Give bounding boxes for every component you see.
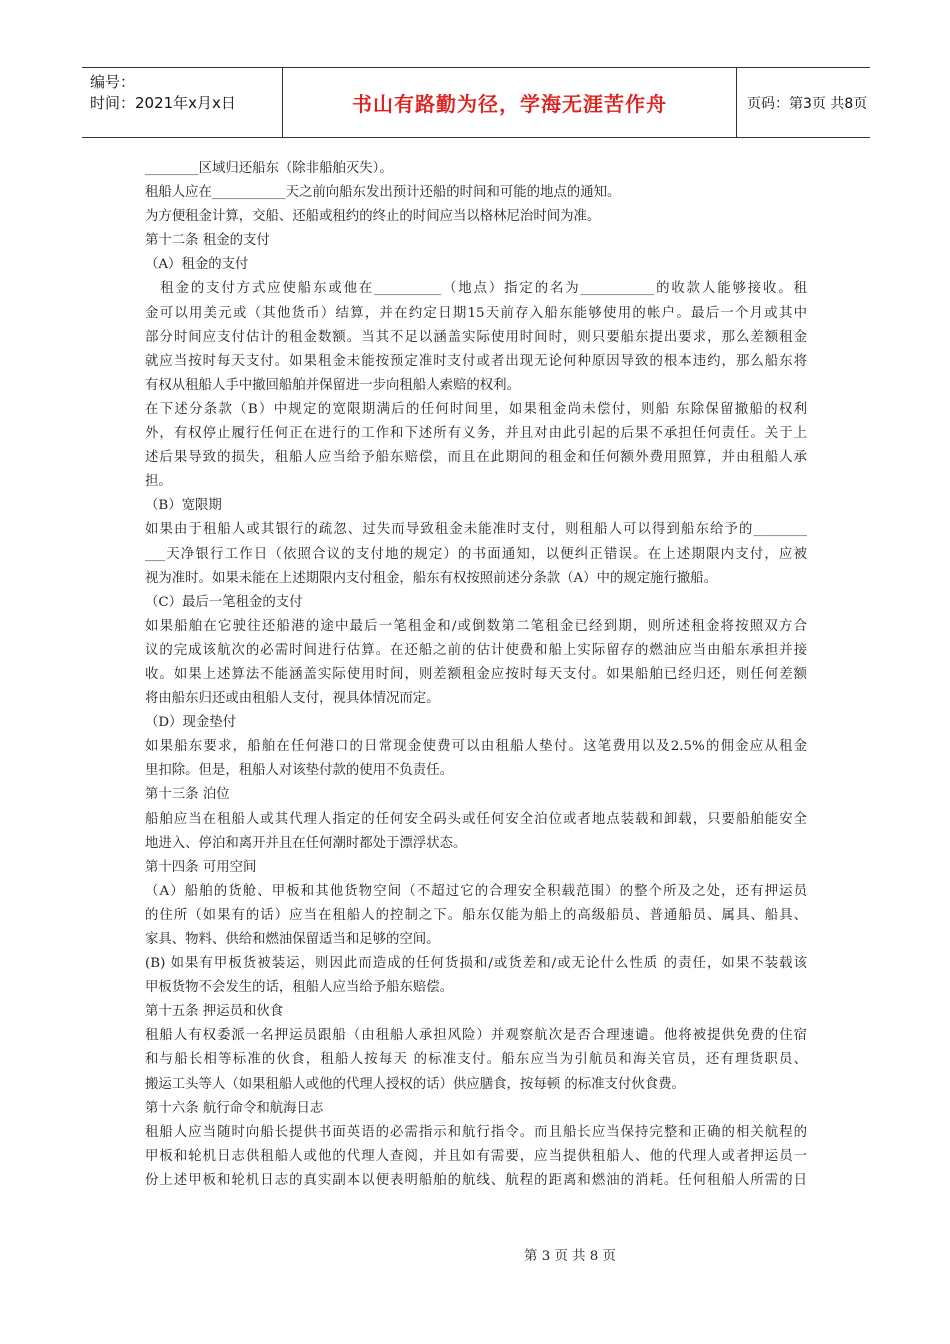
text-line: 在下述分条款（B）中规定的宽限期满后的任何时间里，如果租金尚未偿付，则船 东除保留撤船的权利 [145, 401, 807, 417]
text-line: 家具、物料、供给和燃油保留适当和足够的空间。 [145, 932, 440, 947]
header-page-cell [737, 68, 870, 137]
text-line: 第十五条 押运员和伙食 [145, 1004, 284, 1020]
text-line: 租船人有权委派一名押运员跟船（由租船人承担风险）并观察航次是否合理速谴。他将被提供免费的住宿 [145, 1028, 807, 1044]
text-line: 第十二条 租金的支付 [145, 233, 270, 249]
header-meta [82, 68, 282, 137]
text-line: 租船人应在___________天之前向船东发出预计还船的时间和可能的地点的通知。 [145, 185, 621, 201]
text-line: ___天净银行工作日（依照合议的支付地的规定）的书面通知，以便纠正错误。在上述期限内支付，应被 [145, 546, 807, 562]
text-line: 甲板货物不会发生的话，租船人应当给予船东赔偿。 [145, 980, 453, 996]
text-line: 地进入、停泊和离开并且在任何潮时都处于漂浮状态。 [145, 835, 467, 851]
text-line: （D）现金垫付 [145, 715, 237, 731]
motto-text: 书山有路勤为径，学海无涯苦作舟 [352, 92, 667, 116]
text-line: 如果由于租船人或其银行的疏忽、过失而导致租金未能准时支付，则租船人可以得到船东给予的________ [145, 522, 807, 538]
page-label: 页码：第3页 共8页 [747, 95, 868, 112]
text-line: 如果船东要求，船舶在任何港口的日常现金使费可以由租船人垫付。这笔费用以及2.5%的佣金应从租金 [145, 739, 807, 755]
text-line: （A）租金的支付 [145, 257, 249, 273]
text-line: 外，有权停止履行任何正在进行的工作和下述所有义务，并且对由此引起的后果不承担任何责任。关于上 [145, 426, 807, 442]
text-line: 将由船东归还或由租船人支付，视具体情况而定。 [145, 691, 440, 707]
text-line: 收。如果上述算法不能涵盖实际使用时间，则差额租金应按时每天支付。如果船舶已经归还，则任何差额 [145, 666, 807, 682]
time-label: 时间：2021年x月x日 [90, 94, 236, 112]
text-line: ________区域归还船东（除非船舶灭失）。 [145, 161, 393, 176]
text-line: （A）船舶的货舱、甲板和其他货物空间（不超过它的合理安全积载范围）的整个所及之处，还有押运员 [145, 883, 807, 899]
text-line: 里扣除。但是，租船人对该垫付款的使用不负责任。 [145, 763, 453, 779]
text-line: 有权从租船人手中撤回船舶并保留进一步向租船人索赔的权利。 [145, 377, 520, 393]
text-line: 租船人应当随时向船长提供书面英语的必需指示和航行指令。而且船长应当保持完整和正确的相关航程的 [145, 1124, 807, 1140]
header-motto-cell [282, 68, 737, 137]
text-line: （C）最后一笔租金的支付 [145, 594, 303, 610]
text-line: 船舶应当在租船人或其代理人指定的任何安全码头或任何安全泊位或者地点装载和卸载，只要船舶能安全 [145, 811, 807, 827]
text-line: 担。 [145, 474, 172, 490]
text-line: 就应当按时每天支付。如果租金未能按预定准时支付或者出现无论何种原因导致的根本违约，那么船东将 [145, 353, 807, 369]
text-line: (B) 如果有甲板货被装运，则因此而造成的任何货损和/或货差和/或无论什么性质 的责任，如果不装载该 [145, 956, 807, 972]
text-line: 第十六条 航行命令和航海日志 [145, 1100, 324, 1116]
text-line: 为方便租金计算，交船、还船或租约的终止的时间应当以格林尼治时间为准。 [145, 209, 601, 225]
number-label: 编号： [90, 73, 136, 91]
text-line: 和与船长相等标准的伙食，租船人按每天 的标准支付。船东应当为引航员和海关官员，还有理货职员、 [145, 1052, 807, 1068]
text-line: 第十三条 泊位 [145, 787, 230, 803]
text-line: 视为准时。如果未能在上述期限内支付租金，船东有权按照前述分条款（A）中的规定施行撤船。 [145, 570, 718, 586]
document-body [145, 157, 807, 1193]
text-line: 如果船舶在它驶往还船港的途中最后一笔租金和/或倒数第二笔租金已经到期，则所述租金将按照双方合 [145, 618, 807, 634]
text-line: 份上述甲板和轮机日志的真实副本以便表明船舶的航线、航程的距离和燃油的消耗。任何租船人所需的日 [145, 1172, 807, 1188]
text-line: 部分时间应支付估计的租金数额。当其不足以涵盖实际使用时间时，则只要船东提出要求，那么差额租金 [145, 329, 807, 345]
text-line: 议的完成该航次的必需时间进行估算。在还船之前的估计使费和船上实际留存的燃油应当由船东承担并接 [145, 642, 807, 658]
text-line: （B）宽限期 [145, 498, 222, 514]
text-line: 金可以用美元或（其他货币）结算，并在约定日期15天前存入船东能够使用的帐户。最后一个月或其中 [145, 305, 807, 321]
header-table [82, 67, 870, 138]
text-line: 第十四条 可用空间 [145, 859, 257, 875]
text-line: 搬运工头等人（如果租船人或他的代理人授权的话）供应膳食，按每顿 的标准支付伙食费。 [145, 1076, 685, 1092]
text-line: 述后果导致的损失，租船人应当给予船东赔偿，而且在此期间的租金和任何额外费用照算，并由租船人承 [145, 450, 807, 466]
text-line: 租金的支付方式应使船东或他在__________（地点）指定的名为___________的收款人能够接收。租 [145, 281, 807, 297]
text-line: 的住所（如果有的话）应当在租船人的控制之下。船东仅能为船上的高级船员、普通船员、属具、船具、 [145, 907, 807, 923]
page-footer: 第 3 页 共 8 页 [524, 1249, 616, 1264]
text-line: 甲板和轮机日志供租船人或他的代理人查阅，并且如有需要，应当提供租船人、他的代理人或者押运员一 [145, 1148, 807, 1164]
